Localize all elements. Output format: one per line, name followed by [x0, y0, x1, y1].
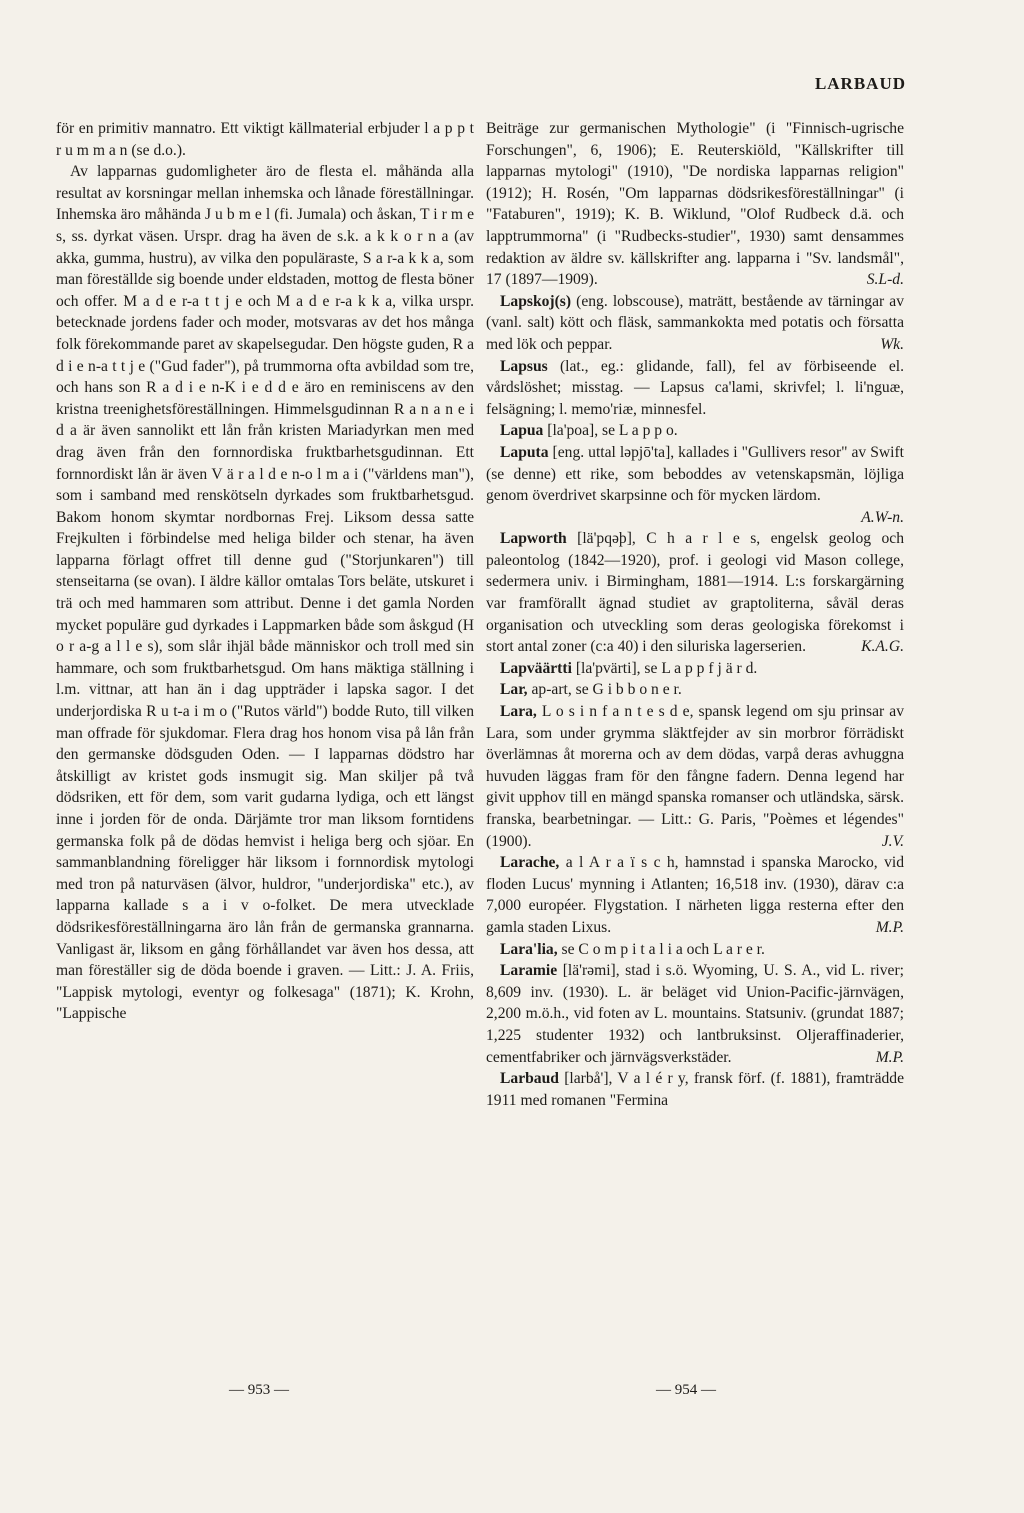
headword: Larbaud	[500, 1070, 559, 1088]
signature: J.V.	[881, 832, 904, 850]
entry-larache	[486, 852, 904, 938]
entry-text: (eng. lobscouse), maträtt, bestående av tärningar av (vanl. salt) kött och fläsk, sammankokta med potatis och försatta med lök och peppar.	[486, 292, 904, 353]
entry-text: [la'pvärti], se L a p p f j ä r d.	[575, 659, 758, 677]
headword: Lar,	[500, 681, 528, 699]
headword: Laputa	[500, 443, 549, 461]
entry-laputa	[486, 442, 904, 528]
page-number-right: — 954 —	[656, 1382, 716, 1398]
entry-laramie	[486, 960, 904, 1068]
signature: A.W-n.	[861, 508, 904, 526]
running-head: LARBAUD	[814, 74, 906, 93]
headword: Lapsus	[500, 357, 548, 375]
right-column	[486, 118, 904, 1111]
headword: Lapua	[500, 422, 544, 440]
headword: Lara,	[500, 703, 537, 721]
headword: Lapworth	[500, 530, 567, 548]
headword: Larache,	[500, 854, 560, 872]
entry-larbaud	[486, 1068, 904, 1111]
entry-text: Beiträge zur germanischen Mythologie" (i "Finnisch-ugrische Forschungen", 6, 1906); E. Reuterskiöld, "Källskrifter till lapparnas mytologi" (1910), "De nordiska lapparnas religion" (1912); H. Rosén, "Om lapparnas dödsrikesföreställningar" (i "Fataburen", 1919); K. B. Wiklund, "Olof Rudbeck d.ä. och lapptrummorna" (i "Rudbecks-studier", 1930) samt densammes redaktion av äldre sv. källskrifter ang. lapparna i "Sv. landsmål", 17 (1897—1909).	[486, 120, 904, 289]
entry-text: (lat., eg.: glidande, fall), fel av förbiseende el. vårdslöshet; misstag. — Lapsus ca'lami, skrivfel; l. li'nguæ, felsägning; l. memo'riæ, minnesfel.	[486, 357, 904, 418]
entry-text: a l A r a ï s c h, hamnstad i spanska Marocko, vid floden Lucus' mynning i Atlanten; 16,518 inv. (1930), därav c:a 7,000 européer. Flygstation. I närheten ligga resterna efter den gamla staden Lixus.	[486, 854, 904, 936]
entry-lapsus	[486, 356, 904, 421]
entry-lar	[486, 679, 904, 701]
signature: Wk.	[880, 335, 904, 353]
entry-text: [lä'rəmi], stad i s.ö. Wyoming, U. S. A., vid L. river; 8,609 inv. (1930). L. är beläget vid Union-Pacific-järnvägen, 2,200 m.ö.h., vid foten av L. mountains. Statsuniv. (grundat 1887; 1,225 studenter 1932) och lantbruksinst. Oljeraffinaderier, cementfabriker och järnvägsverkstäder.	[486, 962, 904, 1066]
paragraph: för en primitiv mannatro. Ett viktigt källmaterial erbjuder l a p p t r u m m a n (se d.o.).	[56, 120, 474, 159]
entry-lapvaartti	[486, 658, 904, 680]
entry-lapskoj	[486, 291, 904, 356]
entry-text: se C o m p i t a l i a och L a r e r.	[561, 940, 765, 958]
entry-text: [larbå'], V a l é r y, fransk förf. (f. 1881), framträdde 1911 med romanen "Fermina	[486, 1070, 905, 1109]
signature: K.A.G.	[861, 638, 904, 656]
entry-continuation	[486, 118, 904, 291]
left-column	[56, 118, 474, 1025]
entry-laralia	[486, 939, 904, 961]
paragraph: Av lapparnas gudomligheter äro de flesta el. måhända alla resultat av korsningar mellan inhemska och lånade föreställningar. Inhemska äro måhända J u b m e l (fi. Jumala) och åskan, T i r m e s, ss. dyrkat väsen. Urspr. drag ha även de s.k. a k k o r n a (av akka, gumma, hustru), av vilka den populäraste, S a r-a k k a, som man föreställde sig boende under eldstaden, mottog de flesta böner och offer. M a d e r-a t t j e och M a d e r-a k k a, vilka urspr. betecknade jordens fader och moder, motsvaras av det hos många folk förekommande paret av skapelsegudar. Den högste guden, R a d i e n-a t t j e ("Gud fader"), på trummorna ofta avbildad som tre, och hans son R a d i e n-K i e d d e äro en reminiscens av den kristna treenighetsföreställningen. Himmelsgudinnan R a n a n e i d a är även sannolikt ett lån från kristen Mariadyrkan men med drag även från den fornnordiska fruktbarhetsgudinnan. Ett fornnordiskt lån är även V ä r a l d e n-o l m a i ("världens man"), som i samband med renskötseln dyrkades som fruktbarhetsgud. Bakom honom skymtar nordbornas Frej. Liksom dessa satte Frejkulten i förbindelse med heliga bilder och stenar, ha även lapparna förlagt offret till denne gud ("Storjunkaren") till stenseitarna (se ovan). I äldre källor omtalas Tors beläte, utskuret i trä och med hammaren som attribut. Denne i det gamla Norden mycket populäre gud dyrkades i Lappmarken både som åskgud (H o r a-g a l l e s), som slår ihjäl både människor och troll med sin hammare, och som fruktbarhetsgud. Om hans mäktiga ställning i l.m. vittnar, att han än i dag uppträder i lapska sagor. I det underjordiska R u t-a i m o ("Rutos värld") bodde Ruto, till vilken man offrade för sjukdomar. Flera drag hos honom visa på lån från den germanske dödsguden Oden. — I lapparnas dödstro har åtskilligt av kristet gods insmugit sig. Man skiljer på två dödsriken, ett för dem, som varit gudarna lydiga, och ett längst inne i jorden för de onda. Därjämte tror man liksom forntidens germanska folk på de dödas hemvist i heliga berg och sjöar. En sammanblandning föreligger här liksom i fornnordisk mytologi med tron på naturväsen (älvor, huldror, "underjordiska" etc.), av lapparna kallade s a i v o-folket. De mera utvecklade dödsrikesföreställningarna äro lån från de germanska grannarna. Vanligast är, liksom en gång förhållandet var även hos dessa, att man föreställer sig de döda boende i graven. — Litt.: J. A. Friis, "Lappisk mytologi, eventyr og folkesaga" (1871); K. Krohn, "Lappische	[56, 163, 474, 1023]
signature: M.P.	[875, 1048, 904, 1066]
headword: Lara'lia,	[500, 940, 558, 958]
signature: S.L-d.	[866, 271, 904, 289]
entry-lara	[486, 701, 904, 852]
signature: M.P.	[875, 918, 904, 936]
entry-text: [lä'pqəþ], C h a r l e s, engelsk geolog och paleontolog (1842—1920), prof. i geologi vid Mason college, sedermera univ. i Birmingham, 1881—1914. L:s forskargärning var framförallt ägnad studiet av graptoliterna, såväl deras organisation och utveckling som deras geologiska förekomst i stort antal zoner (c:a 40) i den siluriska lagerserien.	[486, 530, 904, 656]
page-number-left: — 953 —	[229, 1382, 289, 1398]
headword: Laramie	[500, 962, 558, 980]
entry-lapua	[486, 420, 904, 442]
headword: Lapskoj(s)	[500, 292, 572, 310]
entry-text: L o s i n f a n t e s d e, spansk legend om sju prinsar av Lara, som under grymma släktfejder av sin morbror förrädiskt överlämnas åt morerna och av dem dödas, varpå deras avhuggna huvuden läggas fram för den fångne fadern. Denna legend har givit upphov till en mängd spanska romanser och utländska, särsk. franska, bearbetningar. — Litt.: G. Paris, "Poèmes et légendes" (1900).	[486, 703, 905, 850]
headword: Lapväärtti	[500, 659, 572, 677]
entry-text: ap-art, se G i b b o n e r.	[531, 681, 682, 699]
entry-text: [la'poa], se L a p p o.	[547, 422, 678, 440]
entry-text: [eng. uttal ləpjō'ta], kallades i "Gullivers resor" av Swift (se denne) ett rike, som beboddes av vetenskapsmän, löjliga genom överdrivet skarpsinne och för mycken lärdom.	[486, 443, 904, 505]
entry-lapworth	[486, 528, 904, 658]
